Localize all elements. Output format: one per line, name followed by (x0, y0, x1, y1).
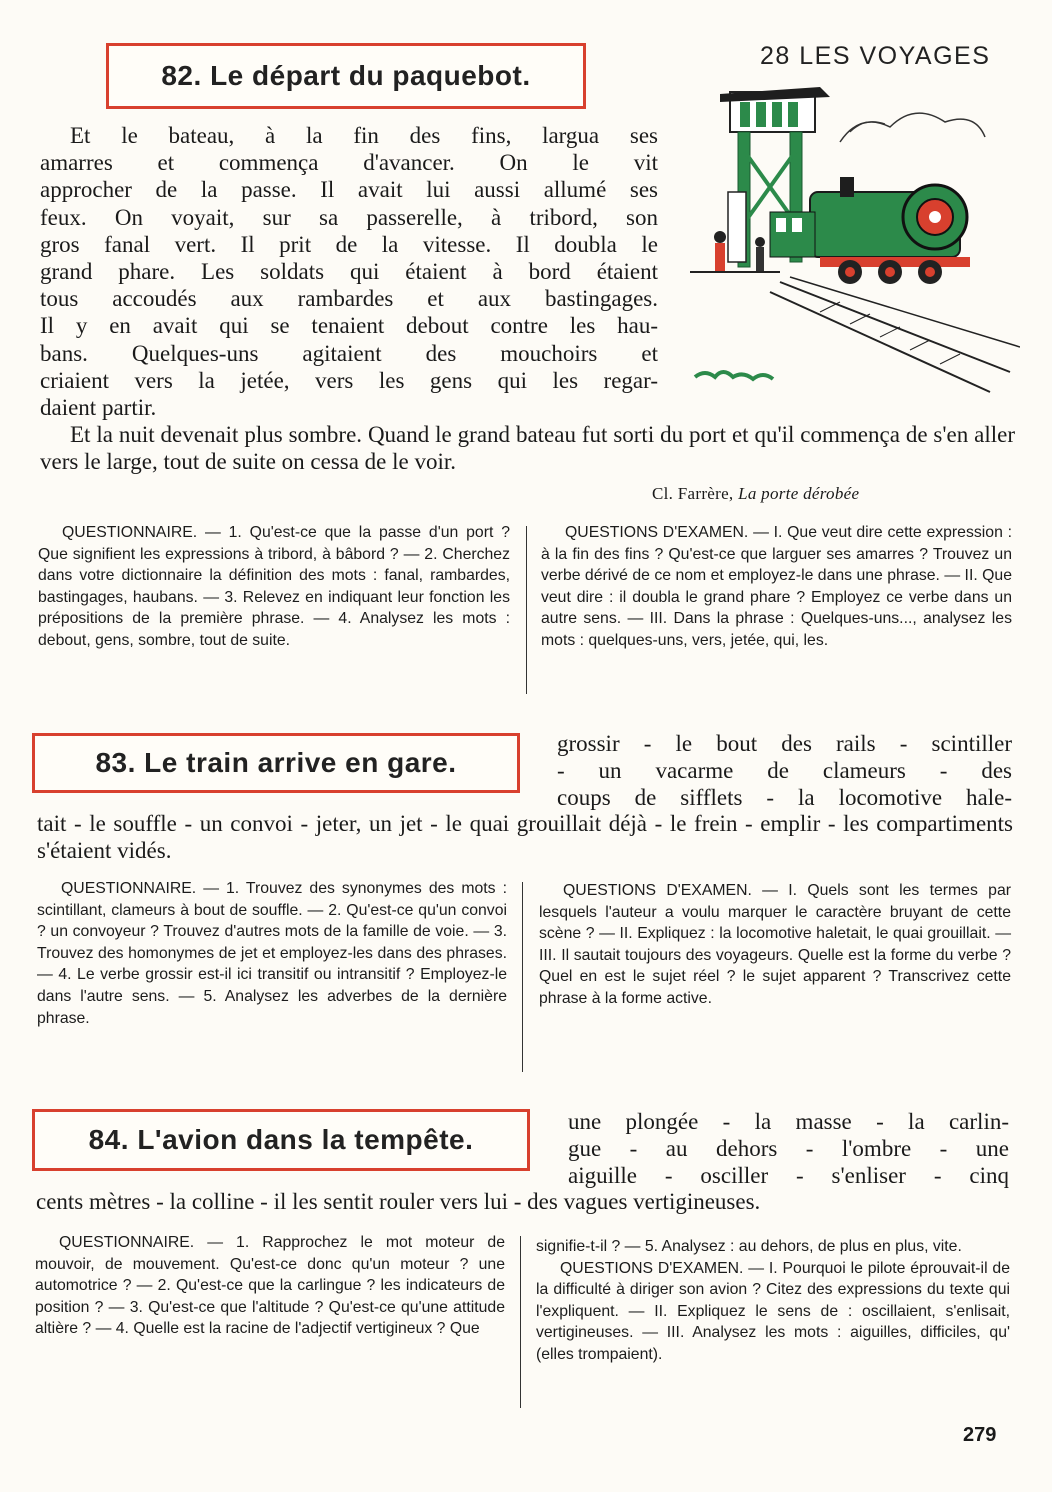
lesson-82-title: 82. Le départ du paquebot. (106, 43, 586, 109)
text-line: grand phare. Les soldats qui étaient à bord étaient (40, 258, 658, 284)
vocab-line: gue - au dehors - l'ombre - une (568, 1136, 1009, 1162)
lesson-83-title: 83. Le train arrive en gare. (32, 733, 520, 793)
column-divider (526, 526, 527, 694)
vocab-line: grossir - le bout des rails - scintiller (557, 731, 1012, 756)
lesson-84-vocab-top (568, 1108, 1009, 1190)
vocab-line: aiguille - osciller - s'enliser - cinq (568, 1163, 1009, 1189)
page-number: 279 (963, 1424, 997, 1446)
vocab-line: - un vacarme de clameurs - des (557, 758, 1012, 784)
lesson-84-vocab-rest: cents mètres - la colline - il les sentit rouler vers lui - des vagues vertigineuses. (36, 1189, 761, 1214)
vocab-line: une plongée - la masse - la carlin- (568, 1109, 1009, 1134)
lesson-84-right-column (536, 1236, 1010, 1366)
text-line: Il y en avait qui se tenaient debout contre les hau- (40, 313, 658, 339)
text-line: gros fanal vert. Il prit de la vitesse. Il doubla le (40, 231, 658, 257)
text-line: feux. On voyait, sur sa passerelle, à tribord, son (40, 204, 658, 230)
text-line: Et le bateau, à la fin des fins, largua ses (70, 123, 658, 148)
lesson-84-title: 84. L'avion dans la tempête. (32, 1109, 530, 1171)
lesson-84-questionnaire-continued: signifie-t-il ? — 5. Analysez : au dehors, de plus en plus, vite. (536, 1238, 962, 1255)
lesson-83-questionnaire: QUESTIONNAIRE. — 1. Trouvez des synonymes des mots : scintillant, clameurs à bout de souffle. — 2. Qu'est-ce qu'un convoi ? un convoyeur ? Trouvez d'autres mots de la famille de voie. — 3. Trouvez des homonymes de jet et employez-les dans des phrases. — 4. Le verbe grossir est-il ici transitif ou intransitif ? Employez-le dans l'autre sens. — 5. Analysez les adverbes de la dernière phrase. (37, 880, 507, 1027)
column-divider (520, 1236, 521, 1408)
lesson-82-questionnaire: QUESTIONNAIRE. — 1. Qu'est-ce que la passe d'un port ? Que signifient les expressions à tribord, à bâbord ? — 2. Cherchez dans votre dictionnaire la définition des mots : fanal, rambardes, bastingages, haubans. — 3. Relevez en indiquant leur fonction les prépositions de la première phrase. — 4. Analysez les mots : debout, gens, sombre, tout de suite. (38, 524, 510, 649)
citation-work: La porte dérobée (738, 484, 860, 503)
text-line: approcher de la passe. Il avait lui aussi allumé ses (40, 177, 658, 203)
train-station-illustration (690, 72, 1020, 407)
text-line: amarres et commença d'avancer. On le vit (40, 150, 658, 176)
lesson-82-paragraph-1 (40, 122, 658, 421)
lesson-82-paragraph-2: Et la nuit devenait plus sombre. Quand le grand bateau fut sorti du port et qu'il commença de s'en aller vers le large, tout de suite on cessa de le voir. (40, 422, 1015, 475)
lesson-82-examen: QUESTIONS D'EXAMEN. — I. Que veut dire cette expression : à la fin des fins ? Qu'est-ce que larguer ses amarres ? Trouvez un verbe dérivé de ce nom et employez-le dans une phrase. — II. Que veut dire : il doubla le grand phare ? Employez ce verbe dans un autre sens. — III. Dans la phrase : Quelques-uns..., analysez les mots : quelques-uns, vers, jetée, qui, les. (541, 524, 1012, 649)
lesson-83-vocab-rest: tait - le souffle - un convoi - jeter, un jet - le quai grouillait déjà - le frein - emplir - les compartiments s'étaient vidés. (37, 811, 1013, 864)
lesson-84-examen: QUESTIONS D'EXAMEN. — I. Pourquoi le pilote éprouvait-il de la difficulté à diriger son avion ? Citez des expressions du texte qui l'expliquent. — II. Expliquez le sens de : oscillaient, s'enlisait, vertigineuses. — III. Analysez les mots : aiguilles, difficiles, qu' (elles trompaient). (536, 1259, 1010, 1363)
lesson-83-vocab-top (557, 730, 1012, 812)
lesson-84-questionnaire: QUESTIONNAIRE. — 1. Rapprochez le mot moteur de mouvoir, de mouvement. Qu'est-ce donc qu'un moteur ? une automotrice ? — 2. Qu'est-ce que la carlingue ? les indicateurs de position ? — 3. Qu'est-ce que l'altitude ? Qu'est-ce qu'une attitude altière ? — 4. Quelle est la racine de l'adjectif vertigineux ? Que (35, 1234, 505, 1338)
column-divider (522, 882, 523, 1072)
text-line: criaient vers la jetée, vers les gens qui les regar- (40, 367, 658, 393)
text-line: daient partir. (40, 394, 157, 420)
lesson-83-examen: QUESTIONS D'EXAMEN. — I. Quels sont les termes par lesquels l'auteur a voulu marquer le caractère bruyant de cette scène ? — II. Expliquez : la locomotive haletait, le quai grouillait. — III. Il sautait toujours des voyageurs. Quelle est la forme du verbe ? Quel en est le sujet réel ? le sujet apparent ? Transcrivez cette phrase à la forme active. (539, 882, 1011, 1007)
vocab-line: coups de sifflets - la locomotive hale- (557, 785, 1012, 811)
text-line: bans. Quelques-uns agitaient des mouchoirs et (40, 340, 658, 366)
text-line: tous accoudés aux rambardes et aux bastingages. (40, 286, 658, 312)
citation-author: Cl. Farrère, (652, 484, 734, 503)
citation (652, 484, 859, 504)
chapter-heading: 28 LES VOYAGES (760, 42, 991, 70)
